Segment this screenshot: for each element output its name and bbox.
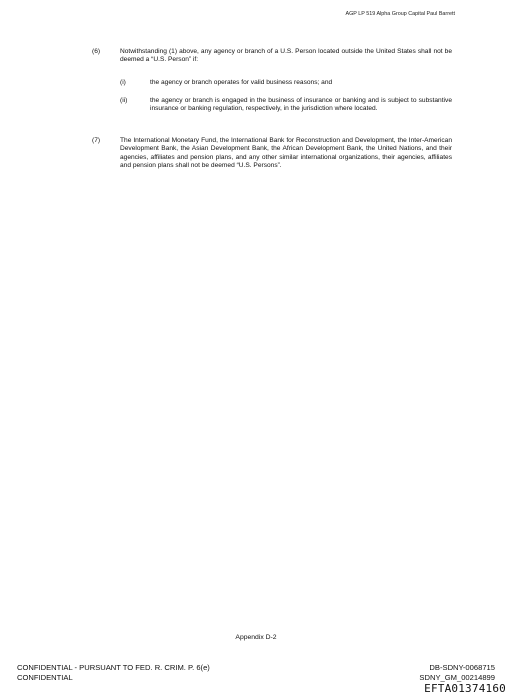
efta-number: EFTA01374160 [424,682,506,695]
clause-number: (6) [92,48,101,55]
bates-number-1: DB-SDNY-0068715 [429,663,495,672]
clause-text: Notwithstanding (1) above, any agency or branch of a U.S. Person located outside the United States shall not be deemed a “U.S. Person” if: [120,48,452,64]
clause-text: The International Monetary Fund, the International Bank for Reconstruction and Development, the Inter-American Development Bank, the Asian Development Bank, the African Development Bank, the United Nations, and their agencies, affiliates and pension plans, and any other similar international organizations, their agencies, affiliates and pension plans shall not be deemed “U.S. Persons”. [120,137,452,170]
confidentiality-line-1: CONFIDENTIAL - PURSUANT TO FED. R. CRIM. P. 6(e) [17,663,210,672]
subclause-text: the agency or branch is engaged in the business of insurance or banking and is subject to substantive insurance or banking regulation, respectively, in the jurisdiction where located. [150,97,452,113]
subclause-number: (ii) [120,97,128,104]
subclause-text: the agency or branch operates for valid business reasons; and [150,79,333,86]
page-header: AGP LP 519 Alpha Group Capital Paul Barrett [345,11,455,17]
clause-number: (7) [92,137,101,144]
confidentiality-notice [17,663,210,682]
bates-number-2: SDNY_GM_00214899 [419,672,495,682]
page-label: Appendix D-2 [235,634,277,641]
confidentiality-line-2: CONFIDENTIAL [17,672,73,682]
bates-numbers [419,663,495,682]
subclause-number: (i) [120,79,126,86]
